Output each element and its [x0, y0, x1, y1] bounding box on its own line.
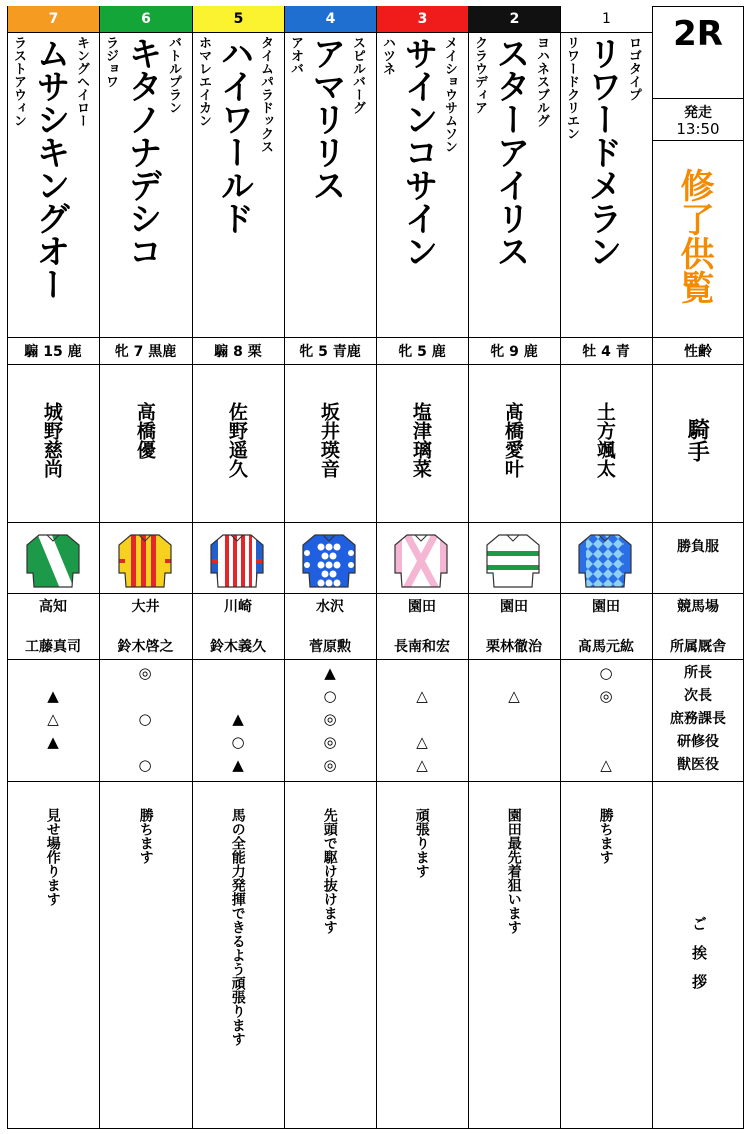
- comment-3: 頑張ります: [413, 808, 430, 878]
- label-sex-age: 性齢: [684, 344, 712, 360]
- predictor-label-5: 獣医役: [677, 757, 719, 773]
- mark-4-1: ▲: [324, 664, 336, 682]
- mark-6-1: ◎: [138, 664, 152, 682]
- mark-4-4: ◎: [323, 733, 337, 751]
- dam-name-3: ハツネ: [380, 36, 395, 75]
- mark-7-4: ▲: [47, 733, 59, 751]
- post-band-6: 6: [100, 6, 192, 32]
- comment-2: 園田最先着狙います: [505, 808, 522, 934]
- jockey-2: 髙橋愛叶: [501, 402, 524, 478]
- mark-3-4: △: [416, 733, 428, 751]
- label-jockey: 騎手: [684, 418, 710, 462]
- mark-2-1: [468, 662, 560, 685]
- post-band-7: 7: [8, 6, 99, 32]
- sire-name-5: タイムパラドックス: [258, 36, 273, 153]
- sire-name-4: スピルバーグ: [350, 36, 365, 114]
- track-1: 園田: [592, 599, 620, 615]
- mark-4-3: ◎: [323, 710, 337, 728]
- label-silks: 勝負服: [677, 539, 719, 555]
- dam-name-5: ホマレエイカン: [196, 36, 211, 127]
- jockey-4: 坂井瑛音: [317, 402, 340, 478]
- mark-7-2: ▲: [47, 687, 59, 705]
- sire-name-3: メイショウサムソン: [442, 36, 457, 153]
- mark-3-2: △: [416, 687, 428, 705]
- silk-4: [297, 529, 361, 593]
- mark-2-4: [468, 731, 560, 754]
- race-number: 2R: [673, 14, 723, 54]
- silk-2: [481, 529, 545, 593]
- mark-4-5: ◎: [323, 756, 337, 774]
- sire-name-1: ロゴタイプ: [626, 36, 641, 101]
- post-band-2: 2: [469, 6, 560, 32]
- mark-1-4: [560, 731, 652, 754]
- sire-name-7: キングヘイロー: [74, 36, 89, 127]
- jockey-7: 城野慈尚: [40, 402, 63, 478]
- jockey-5: 佐野遥久: [225, 402, 248, 478]
- dam-name-4: アオバ: [288, 36, 303, 75]
- label-greeting: ご挨拶: [690, 916, 708, 1003]
- mark-5-2: [192, 685, 284, 708]
- post-band-1: 1: [561, 6, 652, 32]
- mark-3-5: △: [416, 756, 428, 774]
- predictor-label-1: 所長: [684, 665, 712, 681]
- mark-6-2: [99, 685, 191, 708]
- mark-2-2: △: [508, 687, 520, 705]
- trainer-1: 髙馬元紘: [578, 639, 634, 655]
- mark-6-4: [99, 731, 191, 754]
- track-7: 高知: [39, 599, 67, 615]
- mark-4-2: ○: [323, 687, 337, 705]
- predictor-label-2: 次長: [684, 688, 712, 704]
- trainer-4: 菅原勲: [309, 639, 351, 655]
- sex-age-4: 牝 5 青鹿: [299, 344, 361, 360]
- dam-name-2: クラウディア: [472, 36, 487, 114]
- comment-4: 先頭で駆け抜けます: [321, 808, 338, 934]
- sire-name-2: ヨハネスブルグ: [534, 36, 549, 127]
- mark-1-5: △: [600, 756, 612, 774]
- sex-age-6: 牝 7 黒鹿: [114, 344, 177, 360]
- mark-2-5: [468, 754, 560, 777]
- start-time: 13:50: [676, 120, 720, 138]
- horse-name-2: スターアイリス: [490, 36, 530, 267]
- sex-age-5: 騸 8 栗: [214, 344, 262, 360]
- dam-name-7: ラストアウィン: [11, 36, 26, 127]
- mark-1-2: ◎: [599, 687, 613, 705]
- race-card: [7, 6, 744, 1129]
- predictor-label-4: 研修役: [677, 734, 719, 750]
- track-2: 園田: [500, 599, 528, 615]
- dam-name-6: ラジョワ: [103, 36, 118, 88]
- trainer-7: 工藤真司: [25, 639, 81, 655]
- silk-3: [389, 529, 453, 593]
- horse-name-7: ムサシキングオー: [30, 36, 70, 300]
- label-track: 競馬場: [677, 599, 719, 615]
- trainer-5: 鈴木義久: [210, 639, 266, 655]
- mark-1-1: ○: [599, 664, 613, 682]
- silk-5: [205, 529, 269, 593]
- mark-6-5: ○: [138, 756, 152, 774]
- track-5: 川崎: [224, 599, 252, 615]
- mark-3-1: [376, 662, 468, 685]
- jockey-6: 高橋優: [133, 402, 156, 459]
- horse-name-6: キタノナデシコ: [122, 36, 162, 267]
- comment-1: 勝ちます: [597, 808, 614, 864]
- post-band-4: 4: [285, 6, 376, 32]
- jockey-1: 土方颯太: [593, 402, 616, 478]
- horse-name-1: リワードメラン: [582, 36, 622, 267]
- sire-name-6: バトルプラン: [166, 36, 181, 114]
- silk-6: [113, 529, 177, 593]
- sex-age-3: 牝 5 鹿: [398, 344, 446, 360]
- comment-5: 馬の全能力発揮できるよう頑張ります: [229, 808, 246, 1046]
- horse-name-4: アマリリス: [306, 36, 346, 201]
- start-label: 発走: [684, 105, 712, 121]
- mark-3-3: [376, 708, 468, 731]
- horse-name-5: ハイワールド: [214, 36, 254, 234]
- trainer-6: 鈴木啓之: [117, 639, 174, 655]
- mark-7-5: [7, 754, 99, 777]
- track-3: 園田: [408, 599, 436, 615]
- sex-age-2: 牝 9 鹿: [490, 344, 538, 360]
- track-6: 大井: [131, 599, 160, 615]
- mark-1-3: [560, 708, 652, 731]
- horse-name-3: サインコサイン: [398, 36, 438, 267]
- mark-5-5: ▲: [232, 756, 244, 774]
- trainer-3: 長南和宏: [394, 639, 450, 655]
- mark-2-3: [468, 708, 560, 731]
- sex-age-7: 騸 15 鹿: [24, 344, 82, 360]
- mark-6-3: ○: [138, 710, 152, 728]
- post-band-3: 3: [377, 6, 468, 32]
- jockey-3: 塩津璃菜: [409, 402, 432, 478]
- trainer-2: 栗林徹治: [486, 639, 542, 655]
- mark-5-3: ▲: [232, 710, 244, 728]
- label-stable: 所属厩舎: [670, 639, 726, 655]
- mark-5-1: [192, 662, 284, 685]
- mark-7-3: △: [47, 710, 59, 728]
- mark-7-1: [7, 662, 99, 685]
- race-status: 修了供覧: [674, 168, 714, 304]
- mark-5-4: ○: [231, 733, 245, 751]
- silk-7: [21, 529, 85, 593]
- sex-age-1: 牡 4 青: [582, 344, 630, 360]
- silk-1: [573, 529, 637, 593]
- predictor-label-3: 庶務課長: [670, 711, 726, 727]
- dam-name-1: リワードクリエン: [564, 36, 579, 140]
- post-band-5: 5: [193, 6, 284, 32]
- comment-7: 見せ場作ります: [44, 808, 61, 906]
- comment-6: 勝ちます: [137, 808, 154, 864]
- track-4: 水沢: [316, 599, 344, 615]
